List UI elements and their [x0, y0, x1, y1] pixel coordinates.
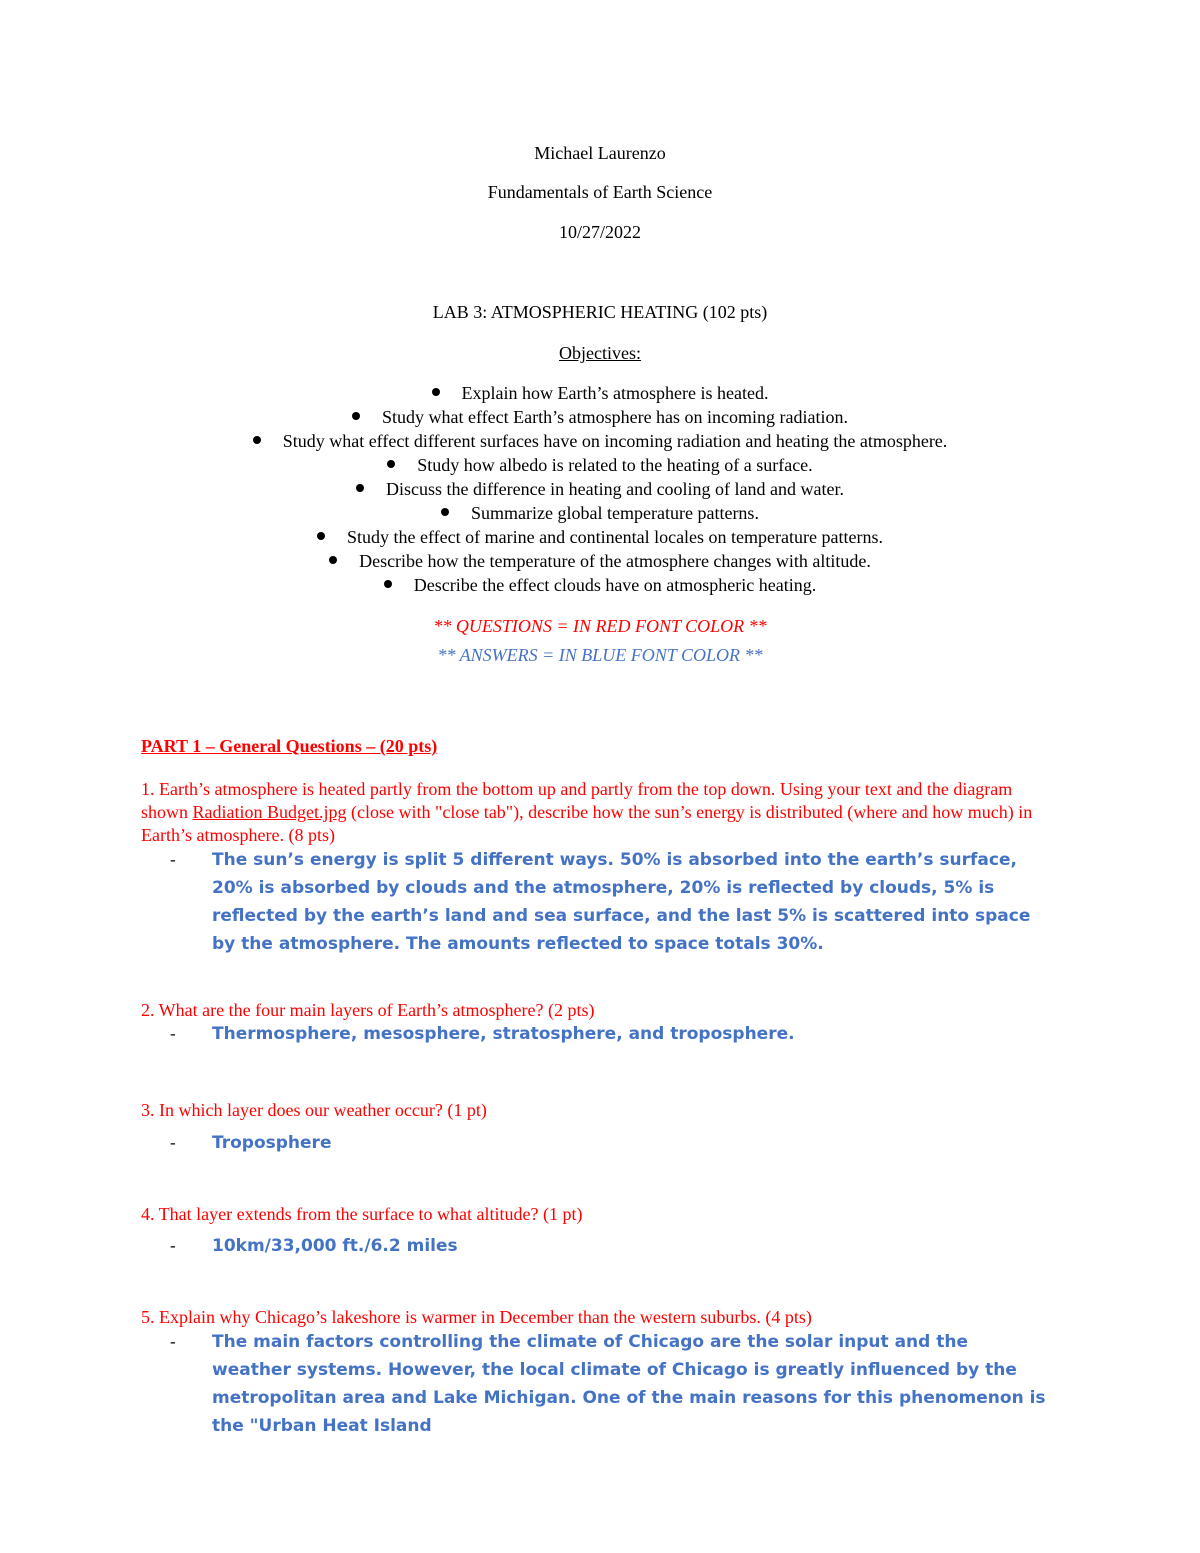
radiation-budget-link[interactable]: Radiation Budget.jpg: [192, 802, 347, 822]
bullet-icon: [329, 556, 337, 564]
bullet-icon: [384, 580, 392, 588]
legend-questions: ** QUESTIONS = IN RED FONT COLOR **: [433, 616, 767, 636]
objective-item: Discuss the difference in heating and cooling of land and water.: [0, 477, 1200, 501]
objective-item: Study the effect of marine and continental locales on temperature patterns.: [0, 525, 1200, 549]
objectives-heading: Objectives:: [559, 343, 641, 363]
objective-item: Study how albedo is related to the heating of a surface.: [0, 453, 1200, 477]
legend-answers: ** ANSWERS = IN BLUE FONT COLOR **: [437, 645, 763, 665]
answer-1: - The sun’s energy is split 5 different ways. 50% is absorbed into the earth’s surface, 20% is absorbed by clouds and the atmosphere, 20% is reflected by clouds, 5% is reflected by the earth’s land and sea surface, and the last 5% is scattered into space by the atmosphere. The amounts reflected to space totals 30%.: [170, 846, 1050, 958]
bullet-icon: [253, 436, 261, 444]
document-date: 10/27/2022: [558, 222, 641, 242]
dash-marker: -: [170, 1133, 176, 1152]
bullet-icon: [432, 388, 440, 396]
bullet-icon: [352, 412, 360, 420]
student-name: Michael Laurenzo: [534, 143, 666, 163]
objective-item: Explain how Earth’s atmosphere is heated.: [0, 381, 1200, 405]
lab-title: LAB 3: ATMOSPHERIC HEATING (102 pts): [432, 302, 768, 322]
objectives-list: [0, 381, 1200, 597]
dash-marker: -: [170, 1332, 176, 1351]
bullet-icon: [317, 532, 325, 540]
question-1: 1. Earth’s atmosphere is heated partly from the bottom up and partly from the top down. Using your text and the diagram shown Radiation Budget.jpg (close with "close tab"), describe how the sun’s energy is distributed (where and how much) in Earth’s atmosphere. (8 pts): [141, 779, 1033, 845]
objective-item: Describe how the temperature of the atmosphere changes with altitude.: [0, 549, 1200, 573]
question-5: 5. Explain why Chicago’s lakeshore is warmer in December than the western suburbs. (4 pts): [141, 1307, 812, 1327]
bullet-icon: [441, 508, 449, 516]
answer-5: - The main factors controlling the climate of Chicago are the solar input and the weather systems. However, the local climate of Chicago is greatly influenced by the metropolitan area and Lake Michigan. One of the main reasons for this phenomenon is the "Urban Heat Island: [170, 1328, 1050, 1440]
question-3: 3. In which layer does our weather occur? (1 pt): [141, 1100, 487, 1120]
objective-item: Summarize global temperature patterns.: [0, 501, 1200, 525]
answer-2: - Thermosphere, mesosphere, stratosphere, and troposphere.: [170, 1020, 1050, 1048]
objective-item: Describe the effect clouds have on atmospheric heating.: [0, 573, 1200, 597]
question-2: 2. What are the four main layers of Earth’s atmosphere? (2 pts): [141, 1000, 595, 1020]
bullet-icon: [387, 460, 395, 468]
bullet-icon: [356, 484, 364, 492]
objective-item: Study what effect different surfaces have on incoming radiation and heating the atmosphere.: [0, 429, 1200, 453]
part-1-title: PART 1 – General Questions – (20 pts): [141, 736, 438, 756]
question-4: 4. That layer extends from the surface to what altitude? (1 pt): [141, 1204, 583, 1224]
dash-marker: -: [170, 1236, 176, 1255]
objective-item: Study what effect Earth’s atmosphere has on incoming radiation.: [0, 405, 1200, 429]
dash-marker: -: [170, 1024, 176, 1043]
dash-marker: -: [170, 850, 176, 869]
answer-4: - 10km/33,000 ft./6.2 miles: [170, 1232, 1050, 1260]
course-name: Fundamentals of Earth Science: [487, 182, 713, 202]
answer-3: - Troposphere: [170, 1129, 1050, 1157]
